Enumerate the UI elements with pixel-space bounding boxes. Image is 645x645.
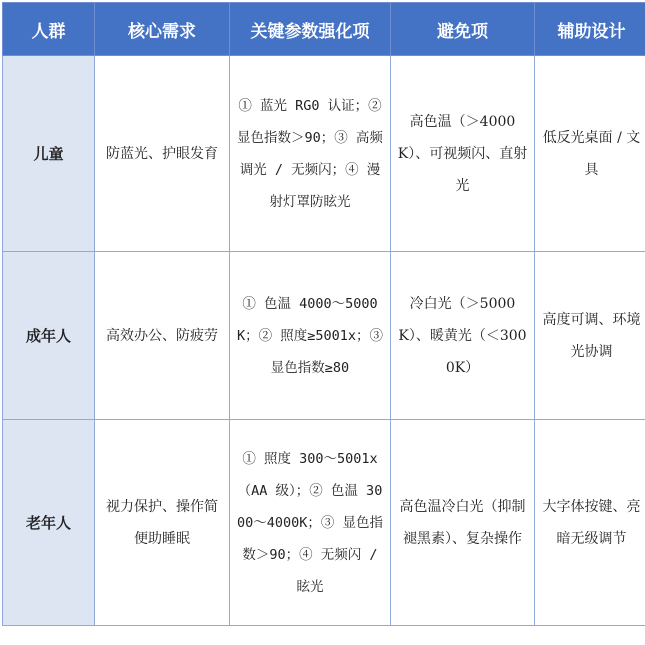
table-row — [3, 56, 645, 252]
row-group-label: 儿童 — [3, 56, 95, 252]
row-need: 高效办公、防疲劳 — [95, 252, 230, 420]
row-assist: 大字体按键、亮暗无级调节 — [535, 420, 645, 626]
row-avoid: 高色温（＞4000K）、可视频闪、直射光 — [391, 56, 535, 252]
table-row — [3, 420, 645, 626]
row-group-label: 老年人 — [3, 420, 95, 626]
row-assist: 低反光桌面 / 文具 — [535, 56, 645, 252]
row-avoid: 冷白光（＞5000K）、暖黄光（＜3000K） — [391, 252, 535, 420]
table-row — [3, 252, 645, 420]
row-group-label: 成年人 — [3, 252, 95, 420]
row-assist: 高度可调、环境光协调 — [535, 252, 645, 420]
row-params: ① 蓝光 RG0 认证；② 显色指数＞90；③ 高频调光 / 无频闪；④ 漫射灯罩防眩光 — [230, 56, 391, 252]
header-row — [3, 3, 645, 56]
row-params: ① 照度 300～5001x（AA 级）；② 色温 3000～4000K；③ 显色指数＞90；④ 无频闪 / 眩光 — [230, 420, 391, 626]
lighting-needs-table — [2, 2, 645, 626]
header-params: 关键参数强化项 — [230, 3, 391, 56]
header-avoid: 避免项 — [391, 3, 535, 56]
row-need: 视力保护、操作简便助睡眠 — [95, 420, 230, 626]
row-avoid: 高色温冷白光（抑制褪黑素）、复杂操作 — [391, 420, 535, 626]
row-need: 防蓝光、护眼发育 — [95, 56, 230, 252]
row-params: ① 色温 4000～5000K；② 照度≥5001x；③ 显色指数≥80 — [230, 252, 391, 420]
comparison-table-container — [2, 2, 643, 626]
header-need: 核心需求 — [95, 3, 230, 56]
header-group: 人群 — [3, 3, 95, 56]
header-assist: 辅助设计 — [535, 3, 645, 56]
